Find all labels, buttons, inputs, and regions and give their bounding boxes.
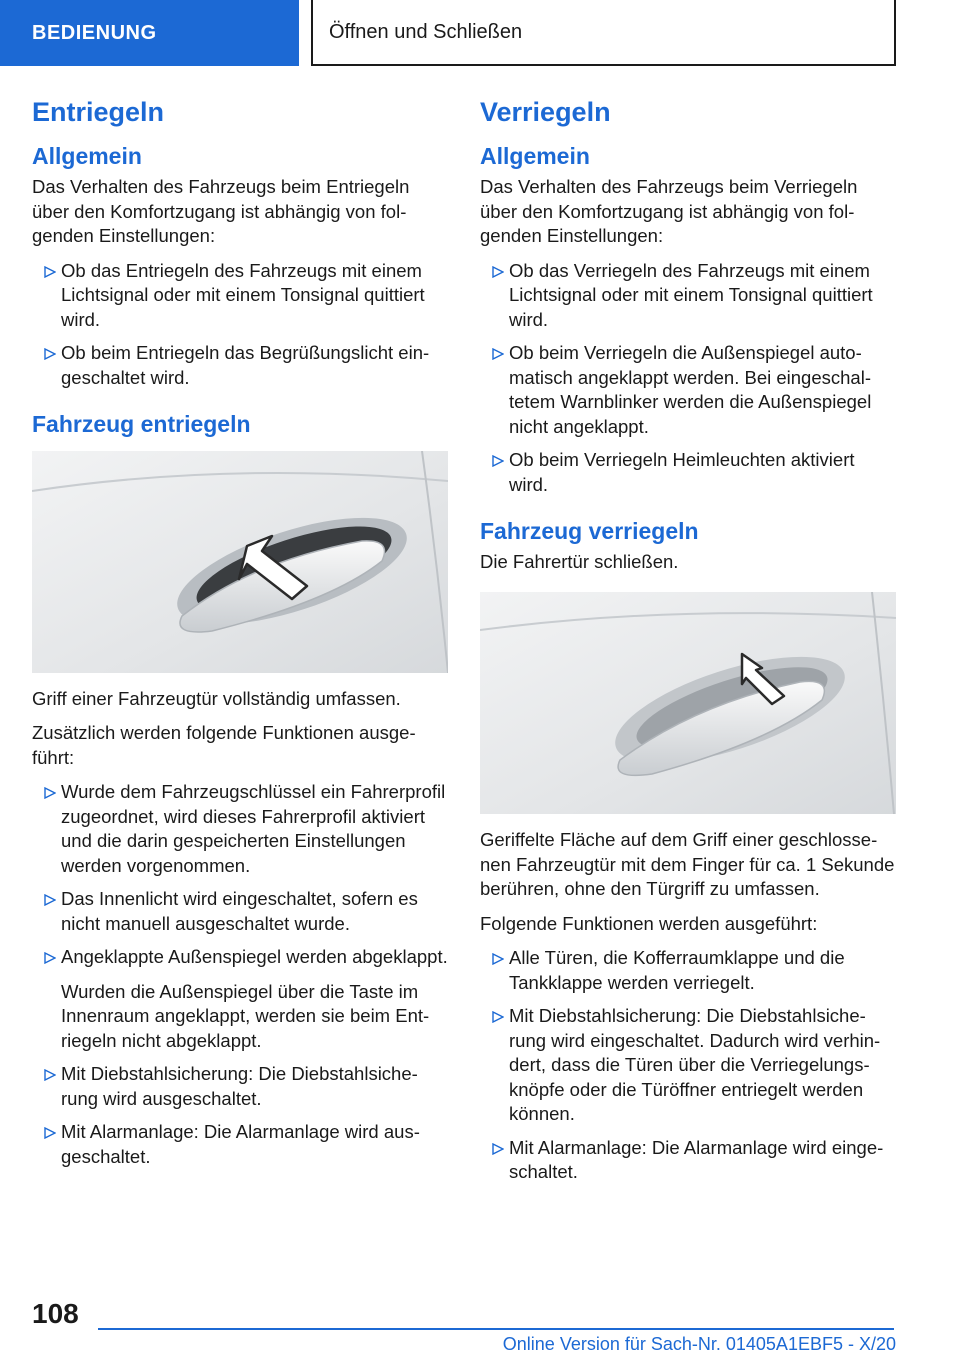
page-number: 108 (32, 1298, 79, 1329)
door-handle-grip-image (32, 451, 448, 673)
list-item: Ob beim Verriegeln Heimleuchten aktiviert wird. (480, 448, 896, 497)
unlock-settings-list (32, 259, 448, 391)
unlock-vehicle-heading: Fahrzeug entriegeln (32, 411, 251, 438)
unlock-general-heading: Allgemein (32, 143, 142, 170)
list-item: Das Innenlicht wird eingeschaltet, sofern es nicht manuell ausgeschaltet wurde. (32, 887, 448, 936)
list-item: Mit Alarmanlage: Die Alarmanlage wird ausgeschaltet. (32, 1120, 448, 1169)
list-item: Ob beim Entriegeln das Begrüßungslicht eingeschaltet wird. (32, 341, 448, 390)
footer-divider (98, 1328, 894, 1330)
list-item: Mit Diebstahlsicherung: Die Diebstahlsicherung wird ausgeschaltet. (32, 1062, 448, 1111)
list-item: Mit Alarmanlage: Die Alarmanlage wird eingeschaltet. (480, 1136, 896, 1185)
lock-title: Verriegeln (480, 97, 611, 127)
lock-intro: Die Fahrertür schließen. (480, 550, 679, 572)
mirror-note: Wurden die Außenspiegel über die Taste im Innenraum angeklappt, werden sie beim Entriegeln nicht abgeklappt. (61, 980, 430, 1051)
list-item: Ob das Entriegeln des Fahrzeugs mit einem Lichtsignal oder mit einem Tonsignal quittiert wird. (32, 259, 448, 333)
list-item: Angeklappte Außenspiegel werden abgeklappt. Wurden die Außenspiegel über die Taste im Innenraum angeklappt, werden sie beim Entriegeln nicht abgeklappt. (32, 945, 448, 1053)
section-tab: BEDIENUNG (0, 0, 299, 66)
lock-settings-list (480, 259, 896, 498)
chapter-title: Öffnen und Schließen (311, 0, 896, 66)
list-item: Wurde dem Fahrzeugschlüssel ein Fahrerprofil zugeordnet, wird dieses Fahrerprofil aktiviert und die darin gespeicherten Einstellungen werden vorgenommen. (32, 780, 448, 878)
right-column (480, 96, 896, 1194)
unlock-functions-intro: Zusätzlich werden folgende Funktionen ausgeführt: (32, 722, 416, 768)
lock-general-heading: Allgemein (480, 143, 590, 170)
lock-general-intro: Das Verhalten des Fahrzeugs beim Verriegeln über den Komfortzugang ist abhängig von folgenden Einstellungen: (480, 176, 858, 247)
list-item: Ob das Verriegeln des Fahrzeugs mit einem Lichtsignal oder mit einem Tonsignal quittiert wird. (480, 259, 896, 333)
unlock-functions-list (32, 780, 448, 1169)
lock-functions-intro: Folgende Funktionen werden ausgeführt: (480, 912, 818, 934)
page-header (0, 0, 960, 66)
lock-functions-list (480, 946, 896, 1185)
list-item: Alle Türen, die Kofferraumklappe und die Tankklappe werden verriegelt. (480, 946, 896, 995)
lock-vehicle-heading: Fahrzeug verriegeln (480, 518, 699, 545)
unlock-title: Entriegeln (32, 97, 165, 127)
unlock-instruction: Griff einer Fahrzeugtür vollständig umfassen. (32, 687, 401, 709)
door-handle-touch-image (480, 592, 896, 814)
unlock-general-intro: Das Verhalten des Fahrzeugs beim Entriegeln über den Komfortzugang ist abhängig von folgenden Einstellungen: (32, 176, 410, 247)
lock-instruction: Geriffelte Fläche auf dem Griff einer geschlossenen Fahrzeugtür mit dem Finger für ca. 1 Sekunde berühren, ohne den Türgriff zu umfassen. (480, 829, 895, 900)
online-version-label: Online Version für Sach-Nr. 01405A1EBF5 - X/20 (502, 1334, 896, 1354)
list-item: Ob beim Verriegeln die Außenspiegel automatisch angeklappt werden. Bei eingeschaltetem Warnblinker werden die Außenspiegel nicht angeklappt. (480, 341, 896, 439)
list-item: Mit Diebstahlsicherung: Die Diebstahlsicherung wird eingeschaltet. Dadurch wird verhindert, dass die Türen über die Verriegelungsknöpfe oder die Türöffner entriegelt werden können. (480, 1004, 896, 1127)
left-column (32, 96, 448, 1178)
